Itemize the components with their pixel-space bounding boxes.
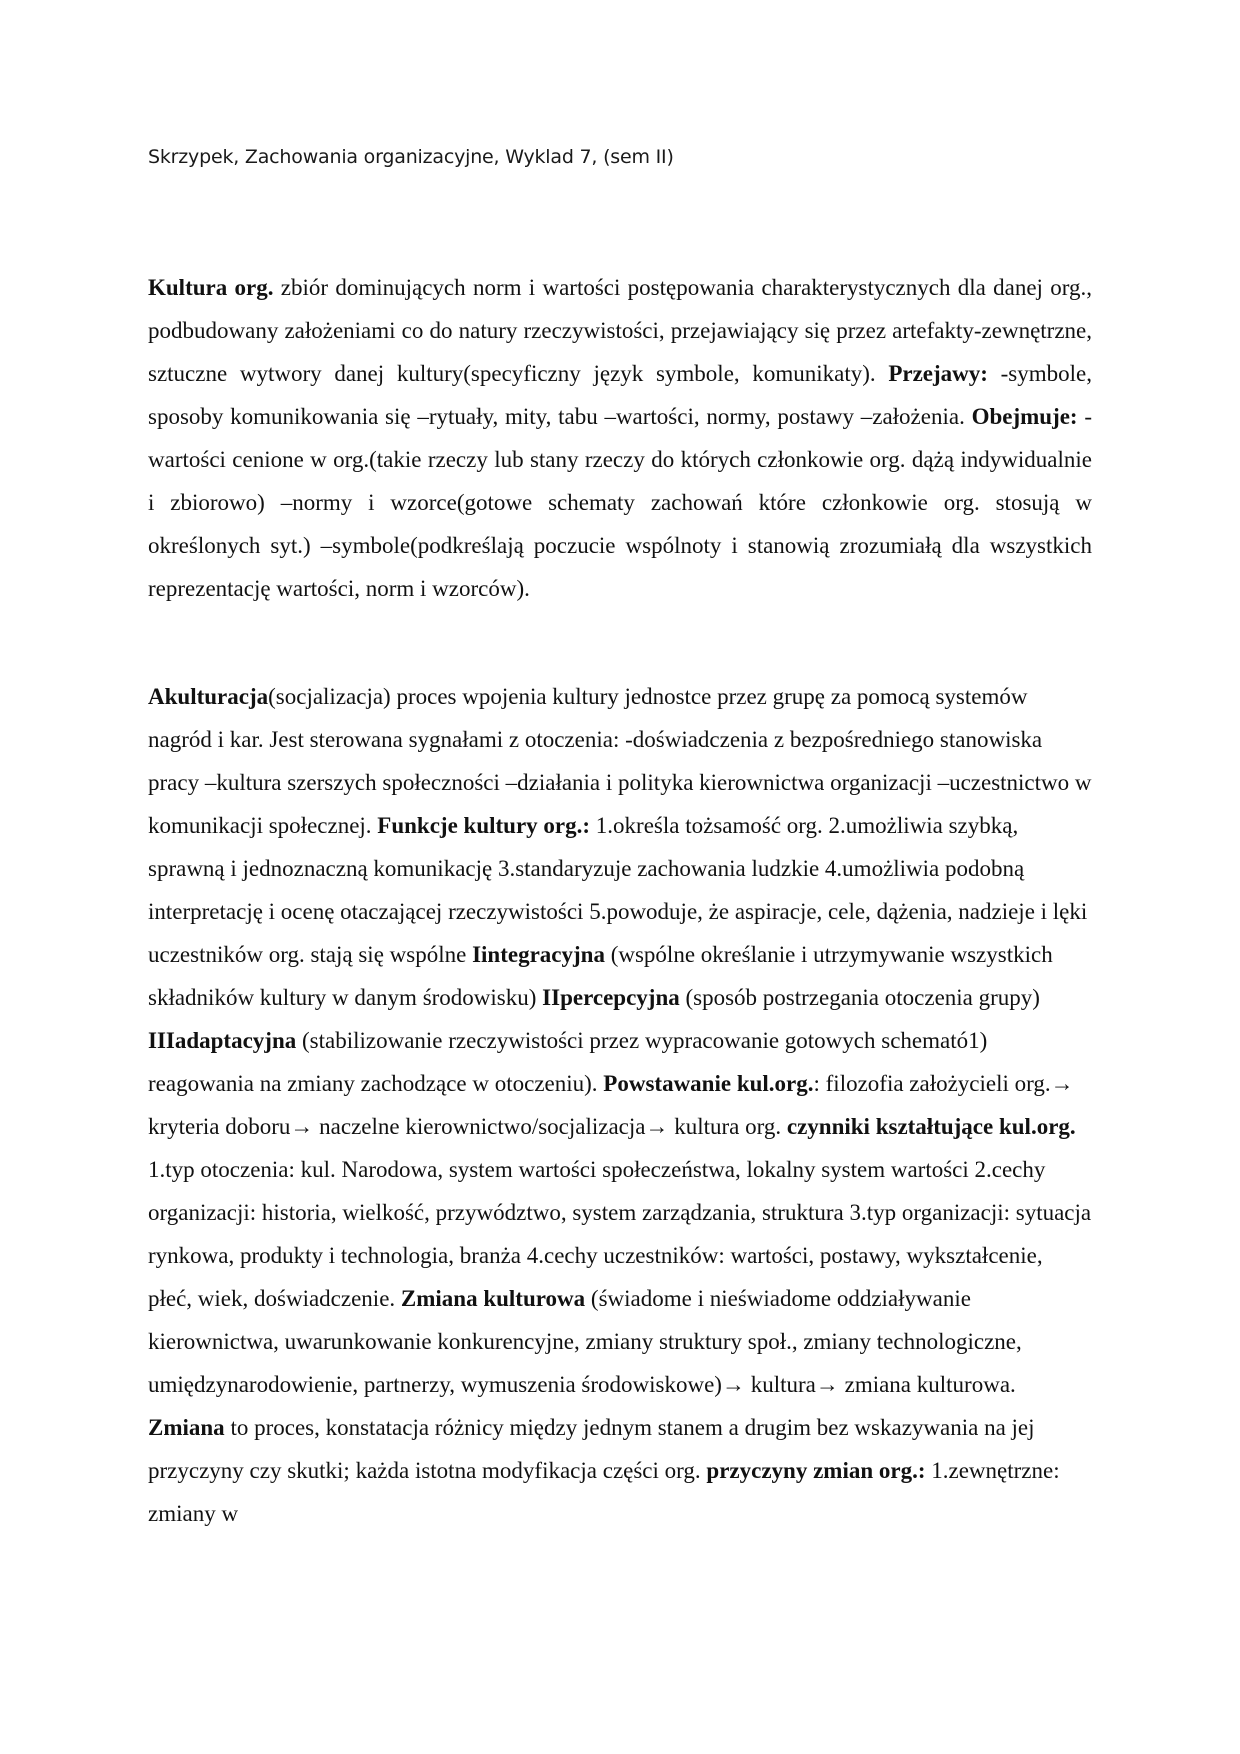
term-czynniki: czynniki kształtujące kul.org.	[786, 1114, 1076, 1139]
text-czynniki: 1.typ otoczenia: kul. Narodowa, system wartości społeczeństwa, lokalny system wartości 2.cechy organizacji: historia, wielkość, przywództwo, system zarządzania, struktura 3.typ organizacji: sytuacja rynkowa, produkty i technologia, branża 4.cechy uczestników: wartości, postawy, wykształcenie, płeć, wiek, doświadczenie.	[148, 1157, 1092, 1311]
term-przyczyny-zmian: przyczyny zmian org.:	[706, 1458, 926, 1483]
text-percepcyjna: (sposób postrzegania otoczenia grupy)	[679, 985, 1040, 1010]
term-percepcyjna: IIpercepcyjna	[542, 985, 680, 1010]
text-zmiana: to proces, konstatacja różnicy między jednym stanem a drugim bez wskazywania na jej przyczyny czy skutki; każda istotna modyfikacja części org.	[148, 1415, 1035, 1483]
text-zmiana-kulturowa: (świadome i nieświadome oddziaływanie kierownictwa, uwarunkowanie konkurencyjne, zmiany struktury społ., zmiany technologiczne, umiędzynarodowienie, partnerzy, wymuszenia środowiskowe)→ kultura→ zmiana kulturowa.	[148, 1286, 1022, 1397]
text-integracyjna: (wspólne określanie i utrzymywanie wszystkich składników kultury w danym środowisku)	[148, 942, 1053, 1010]
text-adaptacyjna: (stabilizowanie rzeczywistości przez wypracowanie gotowych schemató1) reagowania na zmiany zachodzące w otoczeniu).	[148, 1028, 988, 1096]
term-przejawy: Przejawy:	[888, 361, 988, 386]
text-przyczyny: 1.zewnętrzne: zmiany w	[148, 1458, 1060, 1526]
text-definition: zbiór dominujących norm i wartości postępowania charakterystycznych dla danej org., podbudowany założeniami co do natury rzeczywistości, przejawiający się przez artefakty-zewnętrzne, sztuczne wytwory danej kultury(specyficzny język symbole, komunikaty).	[148, 275, 1092, 386]
paragraph-organizational-culture	[148, 266, 1092, 610]
term-akulturacja: Akulturacja	[148, 684, 269, 709]
text-funkcje: 1.określa tożsamość org. 2.umożliwia szybką, sprawną i jednoznaczną komunikację 3.standaryzuje zachowania ludzkie 4.umożliwia podobną interpretację i ocenę otaczającej rzeczywistości 5.powoduje, że aspiracje, cele, dążenia, nadzieje i lęki uczestników org. stają się wspólne	[148, 813, 1088, 967]
text-przejawy: -symbole, sposoby komunikowania się –rytuały, mity, tabu –wartości, normy, postawy –założenia.	[148, 361, 1092, 429]
term-zmiana: Zmiana	[148, 1415, 225, 1440]
document-header: Skrzypek, Zachowania organizacyjne, Wyklad 7, (sem II)	[148, 146, 674, 168]
term-zmiana-kulturowa: Zmiana kulturowa	[400, 1286, 586, 1311]
text-powstawanie: : filozofia założycieli org.→ kryteria doboru→ naczelne kierownictwo/socjalizacja→ kultura org.	[148, 1071, 1074, 1139]
paragraph-acculturation	[148, 675, 1092, 1535]
text-obejmuje: -wartości cenione w org.(takie rzeczy lub stany rzeczy do których członkowie org. dążą indywidualnie i zbiorowo) –normy i wzorce(gotowe schematy zachowań które członkowie org. stosują w określonych syt.) –symbole(podkreślają poczucie wspólnoty i stanowią zrozumiałą dla wszystkich reprezentację wartości, norm i wzorców).	[148, 404, 1092, 601]
term-kultura-org: Kultura org.	[148, 275, 274, 300]
term-integracyjna: Iintegracyjna	[472, 942, 605, 967]
term-obejmuje: Obejmuje:	[971, 404, 1078, 429]
term-funkcje-kultury: Funkcje kultury org.:	[377, 813, 591, 838]
text-akulturacja: (socjalizacja) proces wpojenia kultury jednostce przez grupę za pomocą systemów nagród i kar. Jest sterowana sygnałami z otoczenia: -doświadczenia z bezpośredniego stanowiska pracy –kultura szerszych społeczności –działania i polityka kierownictwa organizacji –uczestnictwo w komunikacji społecznej.	[148, 684, 1092, 838]
term-adaptacyjna: IIIadaptacyjna	[148, 1028, 297, 1053]
term-powstawanie: Powstawanie kul.org.	[603, 1071, 814, 1096]
